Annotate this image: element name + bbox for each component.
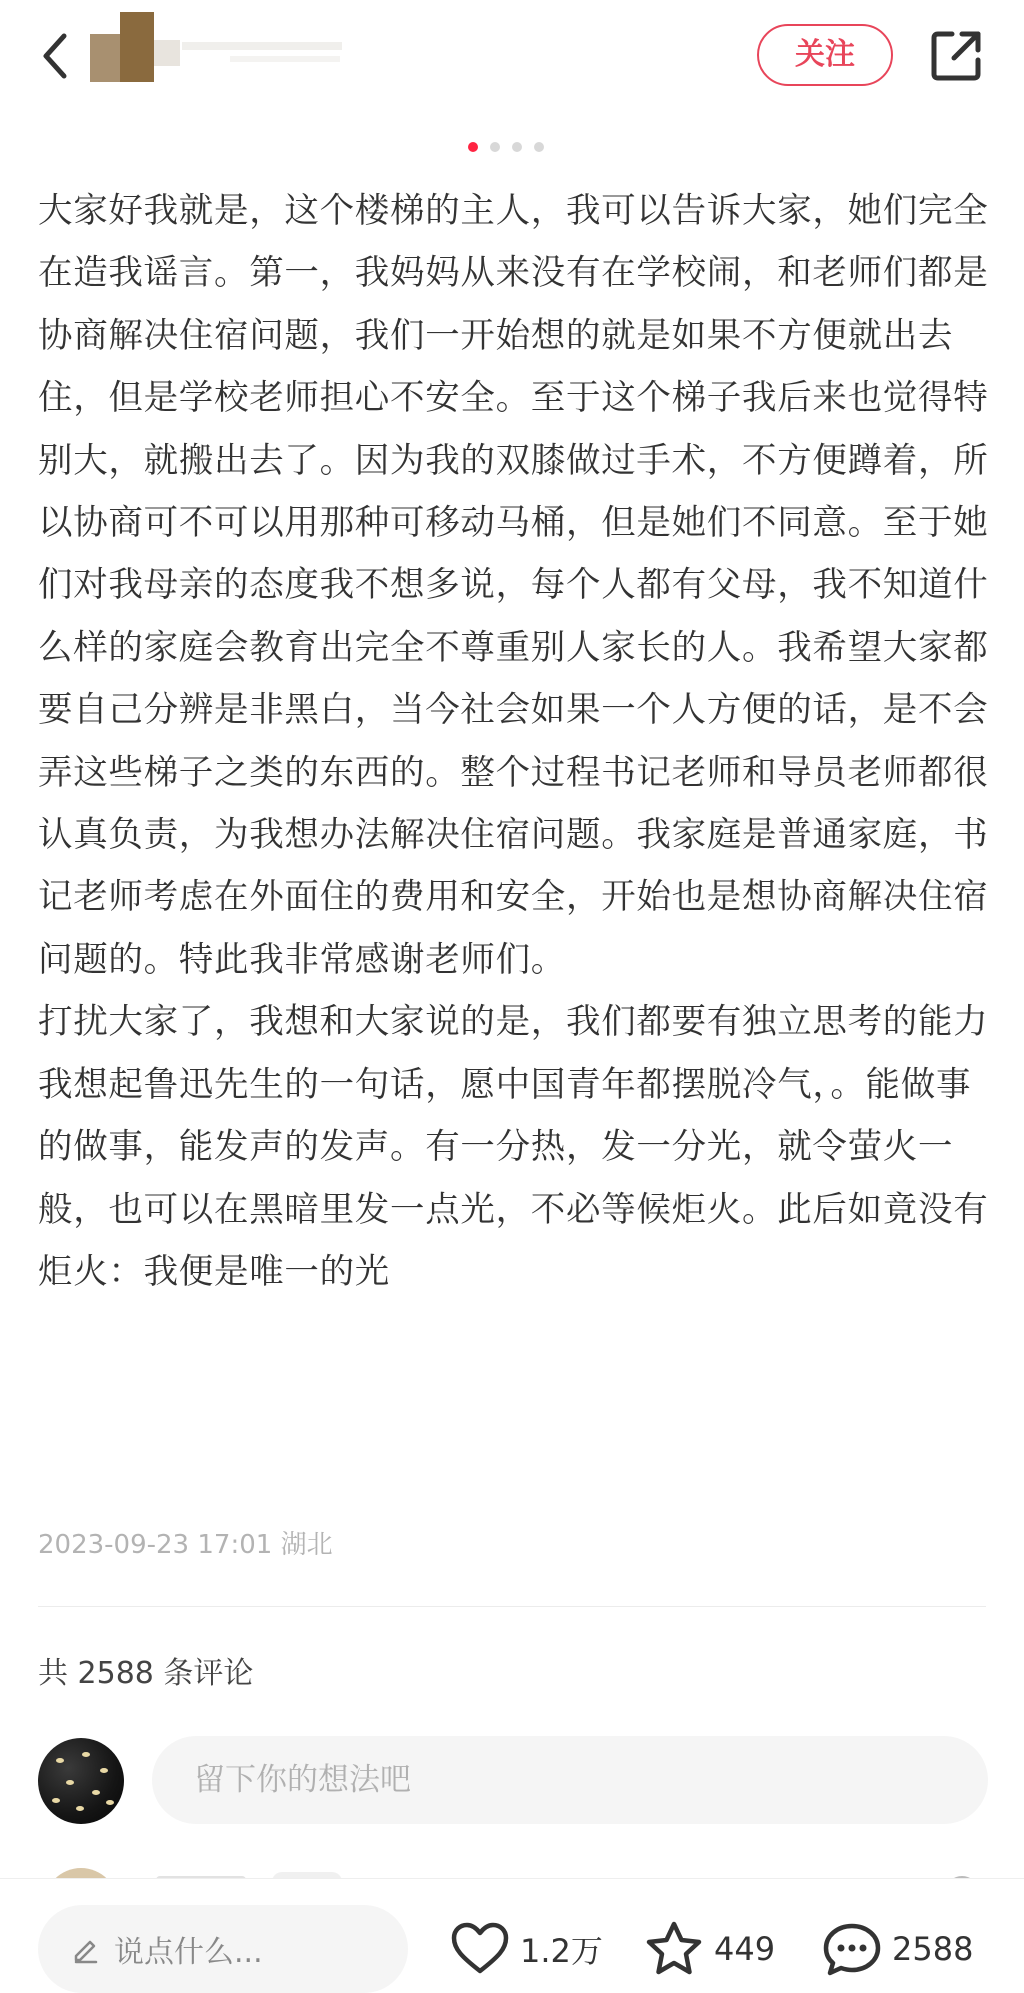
share-button[interactable] bbox=[928, 26, 986, 84]
pencil-icon bbox=[70, 1934, 100, 1964]
like-count: 1.2万 bbox=[520, 1932, 603, 1970]
share-icon bbox=[928, 26, 986, 84]
comment-count-value: 2588 bbox=[892, 1930, 974, 1968]
back-arrow-icon bbox=[36, 28, 76, 84]
collect-button[interactable] bbox=[644, 1905, 775, 1993]
say-something-input[interactable] bbox=[38, 1905, 408, 1993]
carousel-dot bbox=[468, 142, 478, 152]
divider bbox=[38, 1606, 986, 1607]
carousel-dot bbox=[490, 142, 500, 152]
author-avatar[interactable] bbox=[90, 12, 350, 94]
like-button[interactable] bbox=[450, 1905, 603, 1993]
post-paragraph: 大家好我就是，这个楼梯的主人，我可以告诉大家，她们完全在造我谣言。第一，我妈妈从来没有在学校闹，和老师们都是协商解决住宿问题，我们一开始想的就是如果不方便就出去住，但是学校老师担心不安全。至于这个梯子我后来也觉得特别大，就搬出去了。因为我的双膝做过手术，不方便蹲着，所以协商可不可以用那种可移动马桶，但是她们不同意。至于她们对我母亲的态度我不想多说，每个人都有父母，我不知道什么样的家庭会教育出完全不尊重别人家长的人。我希望大家都要自己分辨是非黑白，当今社会如果一个人方便的话，是不会弄这些梯子之类的东西的。整个过程书记老师和导员老师都很认真负责，为我想办法解决住宿问题。我家庭是普通家庭，书记老师考虑在外面住的费用和安全，开始也是想协商解决住宿问题的。特此我非常感谢老师们。 bbox=[38, 191, 989, 980]
carousel-indicator bbox=[468, 142, 544, 152]
bottom-action-bar bbox=[0, 1878, 1024, 1993]
user-avatar bbox=[38, 1738, 124, 1824]
comment-button[interactable] bbox=[822, 1905, 973, 1993]
say-something-placeholder: 说点什么... bbox=[114, 1935, 263, 1970]
carousel-dot bbox=[512, 142, 522, 152]
comment-count: 共 2588 条评论 bbox=[38, 1656, 254, 1691]
comment-icon bbox=[822, 1920, 882, 1978]
post-location: 湖北 bbox=[280, 1530, 333, 1560]
back-button[interactable] bbox=[36, 28, 76, 84]
collect-count: 449 bbox=[714, 1930, 776, 1968]
star-icon bbox=[644, 1920, 704, 1978]
follow-button[interactable]: 关注 bbox=[757, 24, 893, 86]
post-timestamp: 2023-09-23 17:01 bbox=[38, 1530, 273, 1560]
heart-icon bbox=[450, 1921, 510, 1977]
post-paragraph: 打扰大家了，我想和大家说的是，我们都要有独立思考的能力 bbox=[38, 1002, 989, 1043]
carousel-dot bbox=[534, 142, 544, 152]
post-paragraph: 我想起鲁迅先生的一句话，愿中国青年都摆脱冷气，。能做事的做事，能发声的发声。有一分热，发一分光，就令萤火一般，也可以在黑暗里发一点光，不必等候炬火。此后如竟没有炬火：我便是唯一的光 bbox=[38, 1064, 989, 1292]
post-body bbox=[38, 180, 990, 1303]
comment-input[interactable]: 留下你的想法吧 bbox=[152, 1736, 988, 1824]
top-bar bbox=[0, 0, 1024, 120]
post-meta bbox=[38, 1524, 333, 1561]
